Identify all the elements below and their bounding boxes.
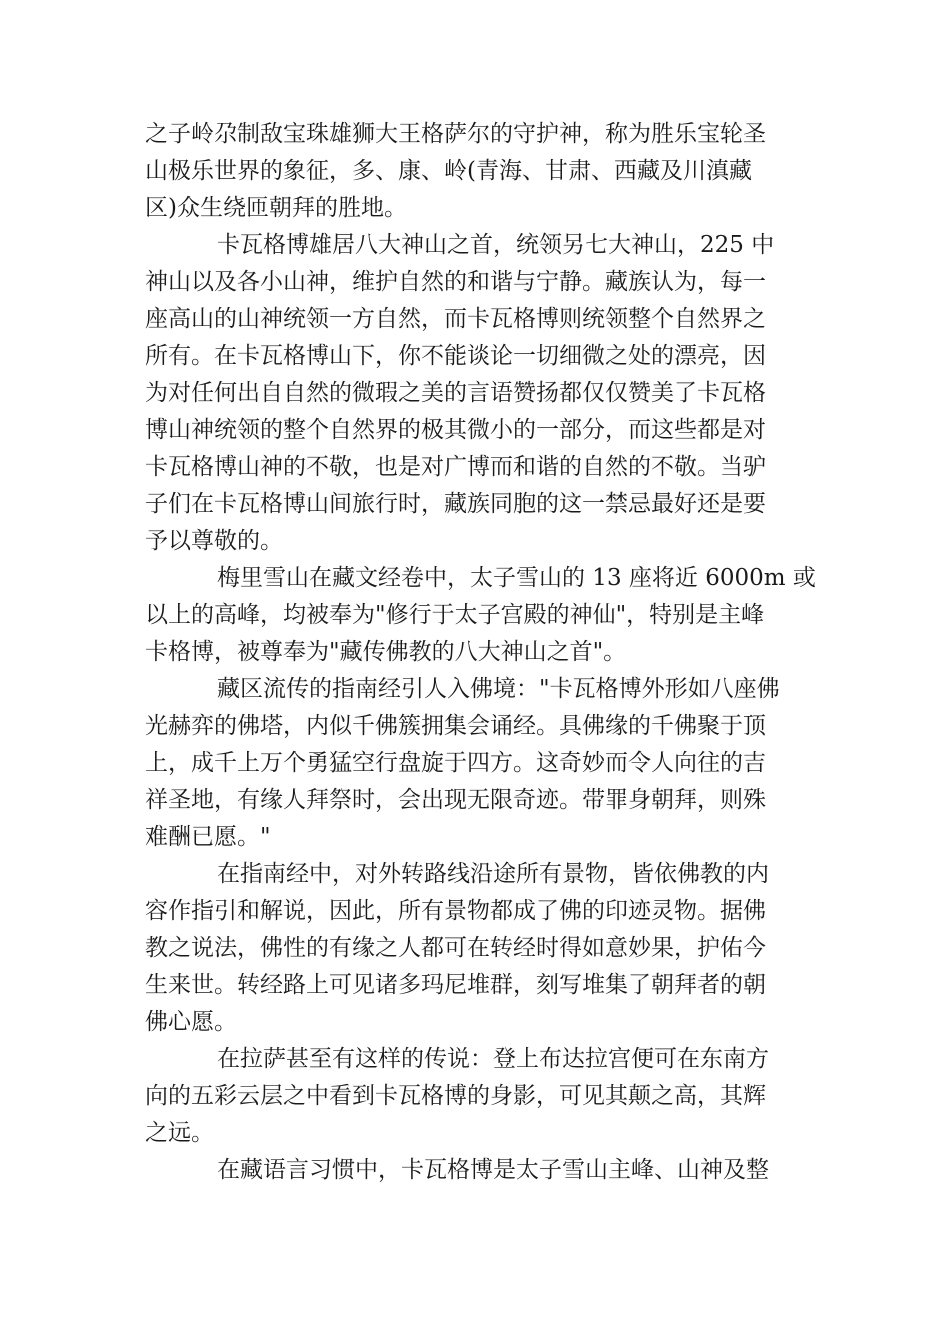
text-line: 佛心愿。 <box>145 1009 237 1035</box>
text-line: 所有。在卡瓦格博山下，你不能谈论一切细微之处的漂亮，因 <box>145 343 766 369</box>
text-line: 教之说法，佛性的有缘之人都可在转经时得如意妙果，护佑今 <box>145 935 766 961</box>
paragraph-start-line: 藏区流传的指南经引人入佛境："卡瓦格博外形如八座佛 <box>217 676 780 702</box>
text-line: 以上的高峰，均被奉为"修行于太子宫殿的神仙"，特别是主峰 <box>145 602 765 628</box>
paragraph-start-line: 在拉萨甚至有这样的传说：登上布达拉宫便可在东南方 <box>217 1046 769 1072</box>
text-line: 上，成千上万个勇猛空行盘旋于四方。这奇妙而令人向往的吉 <box>145 750 766 776</box>
text-line: 祥圣地，有缘人拜祭时，会出现无限奇迹。带罪身朝拜，则殊 <box>145 787 766 813</box>
text-line: 为对任何出自自然的微瑕之美的言语赞扬都仅仅赞美了卡瓦格 <box>145 380 766 406</box>
text-line: 之远。 <box>145 1120 214 1146</box>
text-line: 光赫弈的佛塔，内似千佛簇拥集会诵经。具佛缘的千佛聚于顶 <box>145 713 766 739</box>
text-line: 座高山的山神统领一方自然，而卡瓦格博则统领整个自然界之 <box>145 306 766 332</box>
text-line: 向的五彩云层之中看到卡瓦格博的身影，可见其颠之高，其辉 <box>145 1083 766 1109</box>
body-text <box>145 116 816 1189</box>
text-line: 卡瓦格博山神的不敬，也是对广博而和谐的自然的不敬。当驴 <box>145 454 766 480</box>
paragraph-start-line: 卡瓦格博雄居八大神山之首，统领另七大神山，225 中 <box>217 232 775 258</box>
text-line: 山极乐世界的象征，多、康、岭(青海、甘肃、西藏及川滇藏 <box>145 158 752 184</box>
paragraph-start-line: 在指南经中，对外转路线沿途所有景物，皆依佛教的内 <box>217 861 769 887</box>
text-line: 区)众生绕匝朝拜的胜地。 <box>145 195 407 221</box>
text-line: 容作指引和解说，因此，所有景物都成了佛的印迹灵物。据佛 <box>145 898 766 924</box>
text-line: 神山以及各小山神，维护自然的和谐与宁静。藏族认为，每一 <box>145 269 766 295</box>
text-line: 卡格博，被尊奉为"藏传佛教的八大神山之首"。 <box>145 639 627 665</box>
text-line: 生来世。转经路上可见诸多玛尼堆群，刻写堆集了朝拜者的朝 <box>145 972 766 998</box>
text-line: 予以尊敬的。 <box>145 528 283 554</box>
text-line: 之子岭尕制敌宝珠雄狮大王格萨尔的守护神，称为胜乐宝轮圣 <box>145 121 766 147</box>
paragraph-start-line: 梅里雪山在藏文经卷中，太子雪山的 13 座将近 6000m 或 <box>217 565 816 591</box>
text-line: 博山神统领的整个自然界的极其微小的一部分，而这些都是对 <box>145 417 766 443</box>
text-line: 子们在卡瓦格博山间旅行时，藏族同胞的这一禁忌最好还是要 <box>145 491 766 517</box>
paragraph-start-line: 在藏语言习惯中，卡瓦格博是太子雪山主峰、山神及整 <box>217 1157 769 1183</box>
text-line: 难酬已愿。" <box>145 824 271 850</box>
